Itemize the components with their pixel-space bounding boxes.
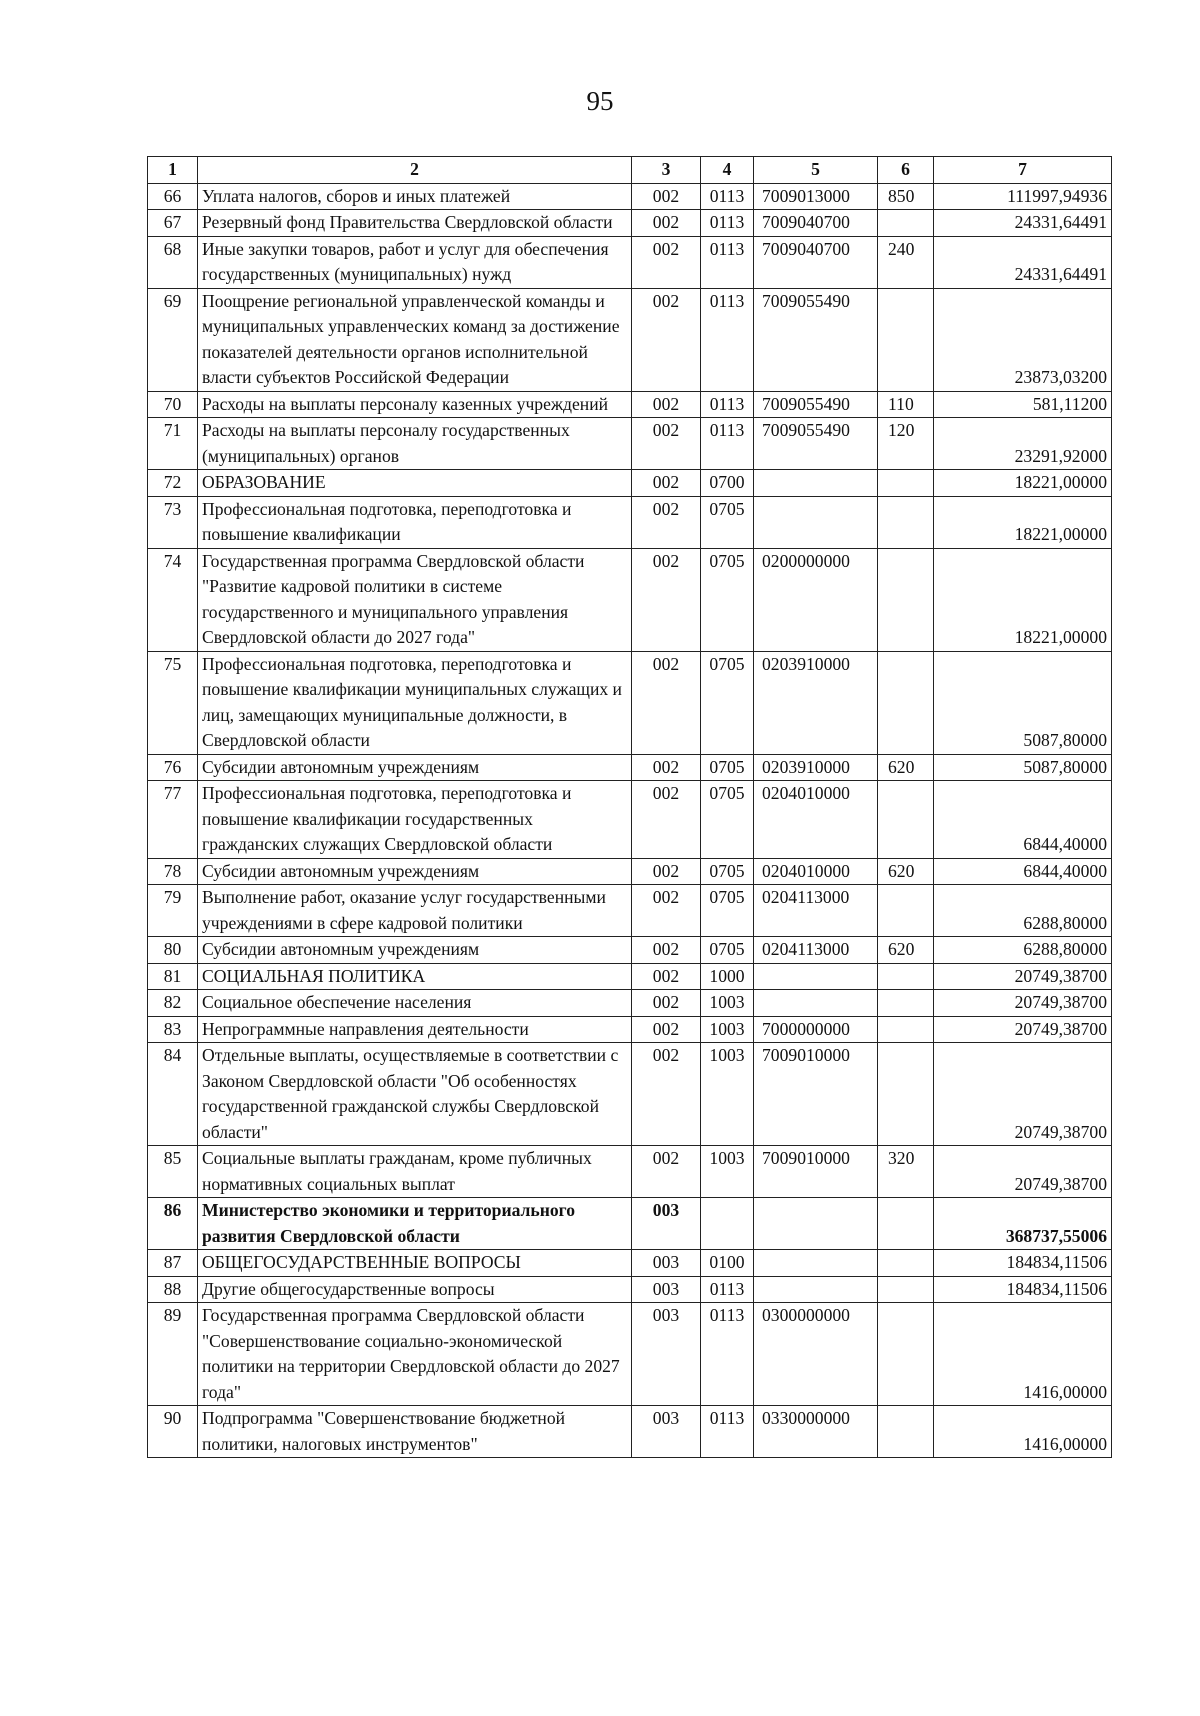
column-header: 4 xyxy=(701,157,754,184)
row-amount: 18221,00000 xyxy=(934,470,1112,497)
row-target-code: 7000000000 xyxy=(754,1016,878,1043)
table-row xyxy=(148,754,1112,781)
row-name: Социальное обеспечение населения xyxy=(198,990,632,1017)
row-name: Министерство экономики и территориального развития Свердловской области xyxy=(198,1198,632,1250)
row-number: 80 xyxy=(148,937,198,964)
row-number: 84 xyxy=(148,1043,198,1146)
row-section-code: 002 xyxy=(632,470,701,497)
table-row xyxy=(148,183,1112,210)
row-target-code: 7009013000 xyxy=(754,183,878,210)
row-amount: 20749,38700 xyxy=(934,990,1112,1017)
row-number: 75 xyxy=(148,651,198,754)
row-section-code: 002 xyxy=(632,754,701,781)
row-expense-type-code: 850 xyxy=(878,183,934,210)
row-section-code: 002 xyxy=(632,781,701,859)
row-amount: 6288,80000 xyxy=(934,937,1112,964)
table-row xyxy=(148,963,1112,990)
row-section-code: 002 xyxy=(632,885,701,937)
row-subsection-code: 0113 xyxy=(701,236,754,288)
row-section-code: 002 xyxy=(632,1016,701,1043)
table-row xyxy=(148,496,1112,548)
row-target-code: 7009055490 xyxy=(754,391,878,418)
row-number: 71 xyxy=(148,418,198,470)
row-target-code xyxy=(754,470,878,497)
row-name: Выполнение работ, оказание услуг государственными учреждениями в сфере кадровой политики xyxy=(198,885,632,937)
table-row xyxy=(148,937,1112,964)
row-amount: 368737,55006 xyxy=(934,1198,1112,1250)
row-target-code: 0204113000 xyxy=(754,937,878,964)
row-target-code xyxy=(754,496,878,548)
row-target-code: 0204010000 xyxy=(754,858,878,885)
row-section-code: 002 xyxy=(632,937,701,964)
row-amount: 20749,38700 xyxy=(934,1016,1112,1043)
row-number: 86 xyxy=(148,1198,198,1250)
row-subsection-code: 0705 xyxy=(701,496,754,548)
row-subsection-code: 0705 xyxy=(701,651,754,754)
table-row xyxy=(148,1276,1112,1303)
row-target-code: 7009010000 xyxy=(754,1146,878,1198)
row-number: 87 xyxy=(148,1250,198,1277)
column-header: 7 xyxy=(934,157,1112,184)
row-expense-type-code xyxy=(878,1250,934,1277)
row-section-code: 002 xyxy=(632,858,701,885)
row-amount: 5087,80000 xyxy=(934,754,1112,781)
row-section-code: 003 xyxy=(632,1406,701,1458)
row-name: Расходы на выплаты персоналу государственных (муниципальных) органов xyxy=(198,418,632,470)
row-target-code xyxy=(754,1198,878,1250)
row-number: 85 xyxy=(148,1146,198,1198)
row-amount: 6844,40000 xyxy=(934,858,1112,885)
row-name: ОБРАЗОВАНИЕ xyxy=(198,470,632,497)
table-row xyxy=(148,288,1112,391)
row-target-code: 0330000000 xyxy=(754,1406,878,1458)
row-number: 82 xyxy=(148,990,198,1017)
row-amount: 18221,00000 xyxy=(934,548,1112,651)
row-name: Профессиональная подготовка, переподготовка и повышение квалификации муниципальных служащих и лиц, замещающих муниципальные должности, в Свердловской области xyxy=(198,651,632,754)
row-subsection-code: 0113 xyxy=(701,391,754,418)
row-name: Резервный фонд Правительства Свердловской области xyxy=(198,210,632,237)
table-row xyxy=(148,1043,1112,1146)
row-expense-type-code: 620 xyxy=(878,858,934,885)
row-name: Поощрение региональной управленческой команды и муниципальных управленческих команд за достижение показателей деятельности органов исполнительной власти субъектов Российской Федерации xyxy=(198,288,632,391)
table-header-row xyxy=(148,157,1112,184)
row-amount: 1416,00000 xyxy=(934,1303,1112,1406)
row-section-code: 003 xyxy=(632,1250,701,1277)
table-row xyxy=(148,418,1112,470)
row-section-code: 002 xyxy=(632,963,701,990)
row-expense-type-code xyxy=(878,651,934,754)
table-row xyxy=(148,470,1112,497)
row-amount: 184834,11506 xyxy=(934,1276,1112,1303)
row-subsection-code: 0700 xyxy=(701,470,754,497)
row-target-code: 0204010000 xyxy=(754,781,878,859)
row-target-code: 0203910000 xyxy=(754,754,878,781)
row-expense-type-code xyxy=(878,210,934,237)
row-expense-type-code: 320 xyxy=(878,1146,934,1198)
table-row xyxy=(148,210,1112,237)
row-expense-type-code xyxy=(878,1016,934,1043)
row-number: 70 xyxy=(148,391,198,418)
row-target-code: 7009055490 xyxy=(754,418,878,470)
row-name: Государственная программа Свердловской области "Развитие кадровой политики в системе государственного и муниципального управления Свердловской области до 2027 года" xyxy=(198,548,632,651)
row-subsection-code: 0705 xyxy=(701,885,754,937)
row-number: 74 xyxy=(148,548,198,651)
row-target-code xyxy=(754,990,878,1017)
row-section-code: 002 xyxy=(632,288,701,391)
row-expense-type-code xyxy=(878,781,934,859)
row-subsection-code xyxy=(701,1198,754,1250)
row-target-code: 7009055490 xyxy=(754,288,878,391)
table-row xyxy=(148,1146,1112,1198)
table-row xyxy=(148,1406,1112,1458)
row-subsection-code: 0113 xyxy=(701,210,754,237)
row-section-code: 003 xyxy=(632,1303,701,1406)
row-expense-type-code xyxy=(878,990,934,1017)
table-row xyxy=(148,781,1112,859)
row-number: 78 xyxy=(148,858,198,885)
row-amount: 6288,80000 xyxy=(934,885,1112,937)
row-expense-type-code xyxy=(878,496,934,548)
row-amount: 1416,00000 xyxy=(934,1406,1112,1458)
row-name: Непрограммные направления деятельности xyxy=(198,1016,632,1043)
row-subsection-code: 0113 xyxy=(701,1303,754,1406)
row-subsection-code: 0113 xyxy=(701,1276,754,1303)
column-header: 3 xyxy=(632,157,701,184)
row-name: Профессиональная подготовка, переподготовка и повышение квалификации xyxy=(198,496,632,548)
table-row xyxy=(148,548,1112,651)
row-section-code: 002 xyxy=(632,496,701,548)
row-target-code: 7009010000 xyxy=(754,1043,878,1146)
row-target-code xyxy=(754,1250,878,1277)
row-subsection-code: 0113 xyxy=(701,288,754,391)
row-target-code: 0300000000 xyxy=(754,1303,878,1406)
table-row xyxy=(148,990,1112,1017)
row-subsection-code: 0705 xyxy=(701,781,754,859)
row-expense-type-code xyxy=(878,1043,934,1146)
table-row xyxy=(148,1198,1112,1250)
row-expense-type-code xyxy=(878,1406,934,1458)
row-expense-type-code xyxy=(878,548,934,651)
table-row xyxy=(148,858,1112,885)
row-number: 68 xyxy=(148,236,198,288)
row-number: 67 xyxy=(148,210,198,237)
row-expense-type-code xyxy=(878,1303,934,1406)
row-amount: 184834,11506 xyxy=(934,1250,1112,1277)
row-amount: 581,11200 xyxy=(934,391,1112,418)
row-name: Расходы на выплаты персоналу казенных учреждений xyxy=(198,391,632,418)
row-number: 81 xyxy=(148,963,198,990)
row-number: 73 xyxy=(148,496,198,548)
row-section-code: 002 xyxy=(632,210,701,237)
row-number: 77 xyxy=(148,781,198,859)
row-expense-type-code: 240 xyxy=(878,236,934,288)
column-header: 5 xyxy=(754,157,878,184)
row-amount: 24331,64491 xyxy=(934,236,1112,288)
table-row xyxy=(148,651,1112,754)
row-subsection-code: 1003 xyxy=(701,1043,754,1146)
row-target-code xyxy=(754,1276,878,1303)
row-name: Государственная программа Свердловской области "Совершенствование социально-экономической политики на территории Свердловской области до 2027 года" xyxy=(198,1303,632,1406)
page-number: 95 xyxy=(586,86,614,116)
row-name: Субсидии автономным учреждениям xyxy=(198,937,632,964)
row-amount: 20749,38700 xyxy=(934,963,1112,990)
row-subsection-code: 0705 xyxy=(701,754,754,781)
row-section-code: 002 xyxy=(632,651,701,754)
row-target-code xyxy=(754,963,878,990)
row-expense-type-code: 120 xyxy=(878,418,934,470)
row-expense-type-code: 110 xyxy=(878,391,934,418)
row-name: Профессиональная подготовка, переподготовка и повышение квалификации государственных гражданских служащих Свердловской области xyxy=(198,781,632,859)
row-section-code: 003 xyxy=(632,1198,701,1250)
row-subsection-code: 0100 xyxy=(701,1250,754,1277)
row-name: Иные закупки товаров, работ и услуг для обеспечения государственных (муниципальных) нужд xyxy=(198,236,632,288)
row-number: 79 xyxy=(148,885,198,937)
row-number: 72 xyxy=(148,470,198,497)
row-section-code: 002 xyxy=(632,548,701,651)
table-row xyxy=(148,236,1112,288)
row-name: Субсидии автономным учреждениям xyxy=(198,754,632,781)
row-number: 88 xyxy=(148,1276,198,1303)
row-section-code: 002 xyxy=(632,1146,701,1198)
row-section-code: 002 xyxy=(632,418,701,470)
row-section-code: 002 xyxy=(632,1043,701,1146)
row-subsection-code: 1003 xyxy=(701,990,754,1017)
row-target-code: 0204113000 xyxy=(754,885,878,937)
row-amount: 111997,94936 xyxy=(934,183,1112,210)
row-name: Субсидии автономным учреждениям xyxy=(198,858,632,885)
table-row xyxy=(148,1303,1112,1406)
column-header: 6 xyxy=(878,157,934,184)
row-section-code: 002 xyxy=(632,990,701,1017)
table-row xyxy=(148,1016,1112,1043)
row-amount: 20749,38700 xyxy=(934,1146,1112,1198)
row-amount: 24331,64491 xyxy=(934,210,1112,237)
table-row xyxy=(148,391,1112,418)
row-amount: 5087,80000 xyxy=(934,651,1112,754)
row-subsection-code: 0705 xyxy=(701,548,754,651)
row-subsection-code: 0705 xyxy=(701,937,754,964)
row-subsection-code: 0705 xyxy=(701,858,754,885)
row-subsection-code: 0113 xyxy=(701,183,754,210)
row-number: 90 xyxy=(148,1406,198,1458)
row-subsection-code: 1000 xyxy=(701,963,754,990)
row-number: 83 xyxy=(148,1016,198,1043)
row-amount: 23291,92000 xyxy=(934,418,1112,470)
row-number: 69 xyxy=(148,288,198,391)
row-amount: 23873,03200 xyxy=(934,288,1112,391)
row-subsection-code: 0113 xyxy=(701,418,754,470)
row-section-code: 002 xyxy=(632,391,701,418)
row-subsection-code: 1003 xyxy=(701,1146,754,1198)
row-name: ОБЩЕГОСУДАРСТВЕННЫЕ ВОПРОСЫ xyxy=(198,1250,632,1277)
row-target-code: 7009040700 xyxy=(754,210,878,237)
row-expense-type-code xyxy=(878,885,934,937)
row-amount: 18221,00000 xyxy=(934,496,1112,548)
row-expense-type-code xyxy=(878,470,934,497)
row-expense-type-code xyxy=(878,963,934,990)
row-amount: 6844,40000 xyxy=(934,781,1112,859)
row-amount: 20749,38700 xyxy=(934,1043,1112,1146)
row-name: Социальные выплаты гражданам, кроме публичных нормативных социальных выплат xyxy=(198,1146,632,1198)
row-expense-type-code xyxy=(878,288,934,391)
row-name: Подпрограмма "Совершенствование бюджетной политики, налоговых инструментов" xyxy=(198,1406,632,1458)
table-row xyxy=(148,885,1112,937)
row-target-code: 0200000000 xyxy=(754,548,878,651)
row-number: 76 xyxy=(148,754,198,781)
row-section-code: 002 xyxy=(632,236,701,288)
row-section-code: 002 xyxy=(632,183,701,210)
table-body xyxy=(148,157,1112,1458)
row-expense-type-code: 620 xyxy=(878,754,934,781)
row-target-code: 7009040700 xyxy=(754,236,878,288)
column-header: 2 xyxy=(198,157,632,184)
row-expense-type-code xyxy=(878,1276,934,1303)
row-subsection-code: 0113 xyxy=(701,1406,754,1458)
row-name: Уплата налогов, сборов и иных платежей xyxy=(198,183,632,210)
row-number: 66 xyxy=(148,183,198,210)
row-expense-type-code xyxy=(878,1198,934,1250)
row-name: Отдельные выплаты, осуществляемые в соответствии с Законом Свердловской области "Об особенностях государственной гражданской службы Свердловской области" xyxy=(198,1043,632,1146)
table-row xyxy=(148,1250,1112,1277)
row-expense-type-code: 620 xyxy=(878,937,934,964)
row-number: 89 xyxy=(148,1303,198,1406)
row-target-code: 0203910000 xyxy=(754,651,878,754)
row-name: СОЦИАЛЬНАЯ ПОЛИТИКА xyxy=(198,963,632,990)
row-name: Другие общегосударственные вопросы xyxy=(198,1276,632,1303)
row-section-code: 003 xyxy=(632,1276,701,1303)
budget-table xyxy=(147,156,1112,1458)
column-header: 1 xyxy=(148,157,198,184)
row-subsection-code: 1003 xyxy=(701,1016,754,1043)
